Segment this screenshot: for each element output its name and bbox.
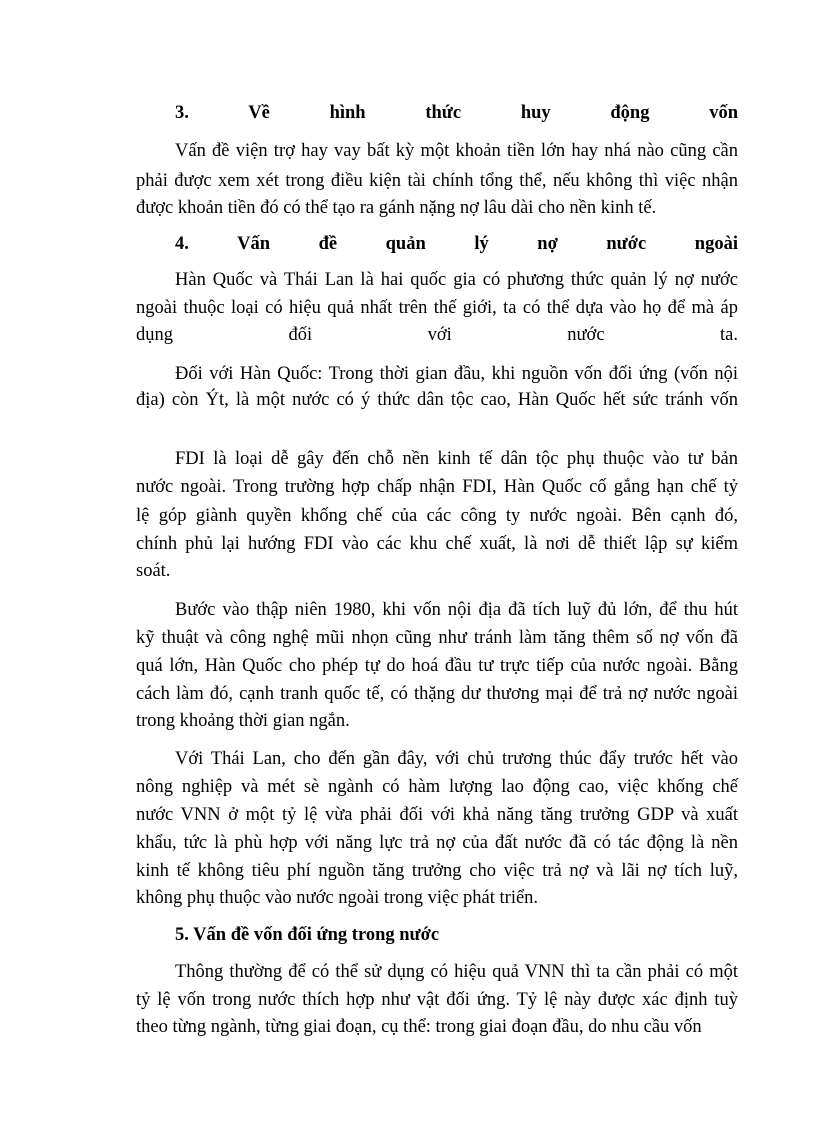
paragraph-line: soát. [136,561,171,581]
paragraph-line: kinh tế không tiêu phí nguồn tăng trưởng cho việc trả nợ và lãi nợ tích luỹ, [136,861,738,881]
paragraph-line: FDI là loại dễ gây đến chỗ nền kinh tế dân tộc phụ thuộc vào tư bản [175,449,738,469]
paragraph-line: nông nghiệp và mét sè ngành có hàm lượng lao động cao, việc khống chế [136,777,738,797]
paragraph-line: Hàn Quốc và Thái Lan là hai quốc gia có phương thức quản lý nợ nước [175,270,738,290]
section-heading-3: 3. Về hình thức huy động vốn [175,103,738,123]
paragraph-line: cách làm đó, cạnh tranh quốc tế, có thặng dư thương mại để trả nợ nước ngoài [136,684,738,704]
paragraph-line: Bước vào thập niên 1980, khi vốn nội địa đã tích luỹ đủ lớn, để thu hút [175,600,738,620]
paragraph-line: Đối với Hàn Quốc: Trong thời gian đầu, khi nguồn vốn đối ứng (vốn nội [175,364,738,384]
paragraph-line: nước ngoài. Trong trường hợp chấp nhận FDI, Hàn Quốc cố gắng hạn chế tỷ [136,477,738,497]
section-heading-5: 5. Vấn đề vốn đối ứng trong nước [175,925,440,945]
paragraph-line: phải được xem xét trong điều kiện tài chính tổng thể, nếu không thì việc nhận [136,171,738,191]
section-heading-4: 4. Vấn đề quản lý nợ nước ngoài [175,234,738,254]
paragraph-line: chính phủ lại hướng FDI vào các khu chế xuất, là nơi dễ thiết lập sự kiểm [136,534,738,554]
paragraph-line: lệ góp giành quyền khống chế của các công ty nước ngoài. Bên cạnh đó, [136,506,738,526]
paragraph-line: Thông thường để có thể sử dụng có hiệu quả VNN thì ta cần phải có một [175,962,738,982]
paragraph-line: Vấn đề viện trợ hay vay bất kỳ một khoản tiền lớn hay nhá nào cũng cần [175,141,738,161]
paragraph-line: quá lớn, Hàn Quốc cho phép tự do hoá đầu tư trực tiếp của nước ngoài. Bằng [136,656,738,676]
paragraph-line: kỹ thuật và công nghệ mũi nhọn cũng như tránh làm tăng thêm số nợ vốn đã [136,628,738,648]
paragraph-line: không phụ thuộc vào nước ngoài trong việc phát triển. [136,888,539,908]
paragraph-line: nước VNN ở một tỷ lệ vừa phải đối với khả năng tăng trưởng GDP và xuất [136,805,738,825]
paragraph-line: theo từng ngành, từng giai đoạn, cụ thể: trong giai đoạn đầu, do nhu cầu vốn [136,1017,702,1037]
paragraph-line: được khoản tiền đó có thể tạo ra gánh nặng nợ lâu dài cho nền kinh tế. [136,198,657,218]
paragraph-line: khẩu, tức là phù hợp với năng lực trả nợ của đất nước đã có tác động là nền [136,833,738,853]
paragraph-line: tỷ lệ vốn trong nước thích hợp như vật đối ứng. Tỷ lệ này được xác định tuỳ [136,990,738,1010]
paragraph-line: trong khoảng thời gian ngắn. [136,711,350,731]
paragraph-line: ngoài thuộc loại có hiệu quả nhất trên thế giới, ta có thể dựa vào họ để mà áp [136,298,738,318]
paragraph-line: Với Thái Lan, cho đến gần đây, với chủ trương thúc đẩy trước hết vào [175,749,738,769]
paragraph-line: địa) còn Ýt, là một nước có ý thức dân tộc cao, Hàn Quốc hết sức tránh vốn [136,390,738,410]
paragraph-line: dụng đối với nước ta. [136,325,738,345]
